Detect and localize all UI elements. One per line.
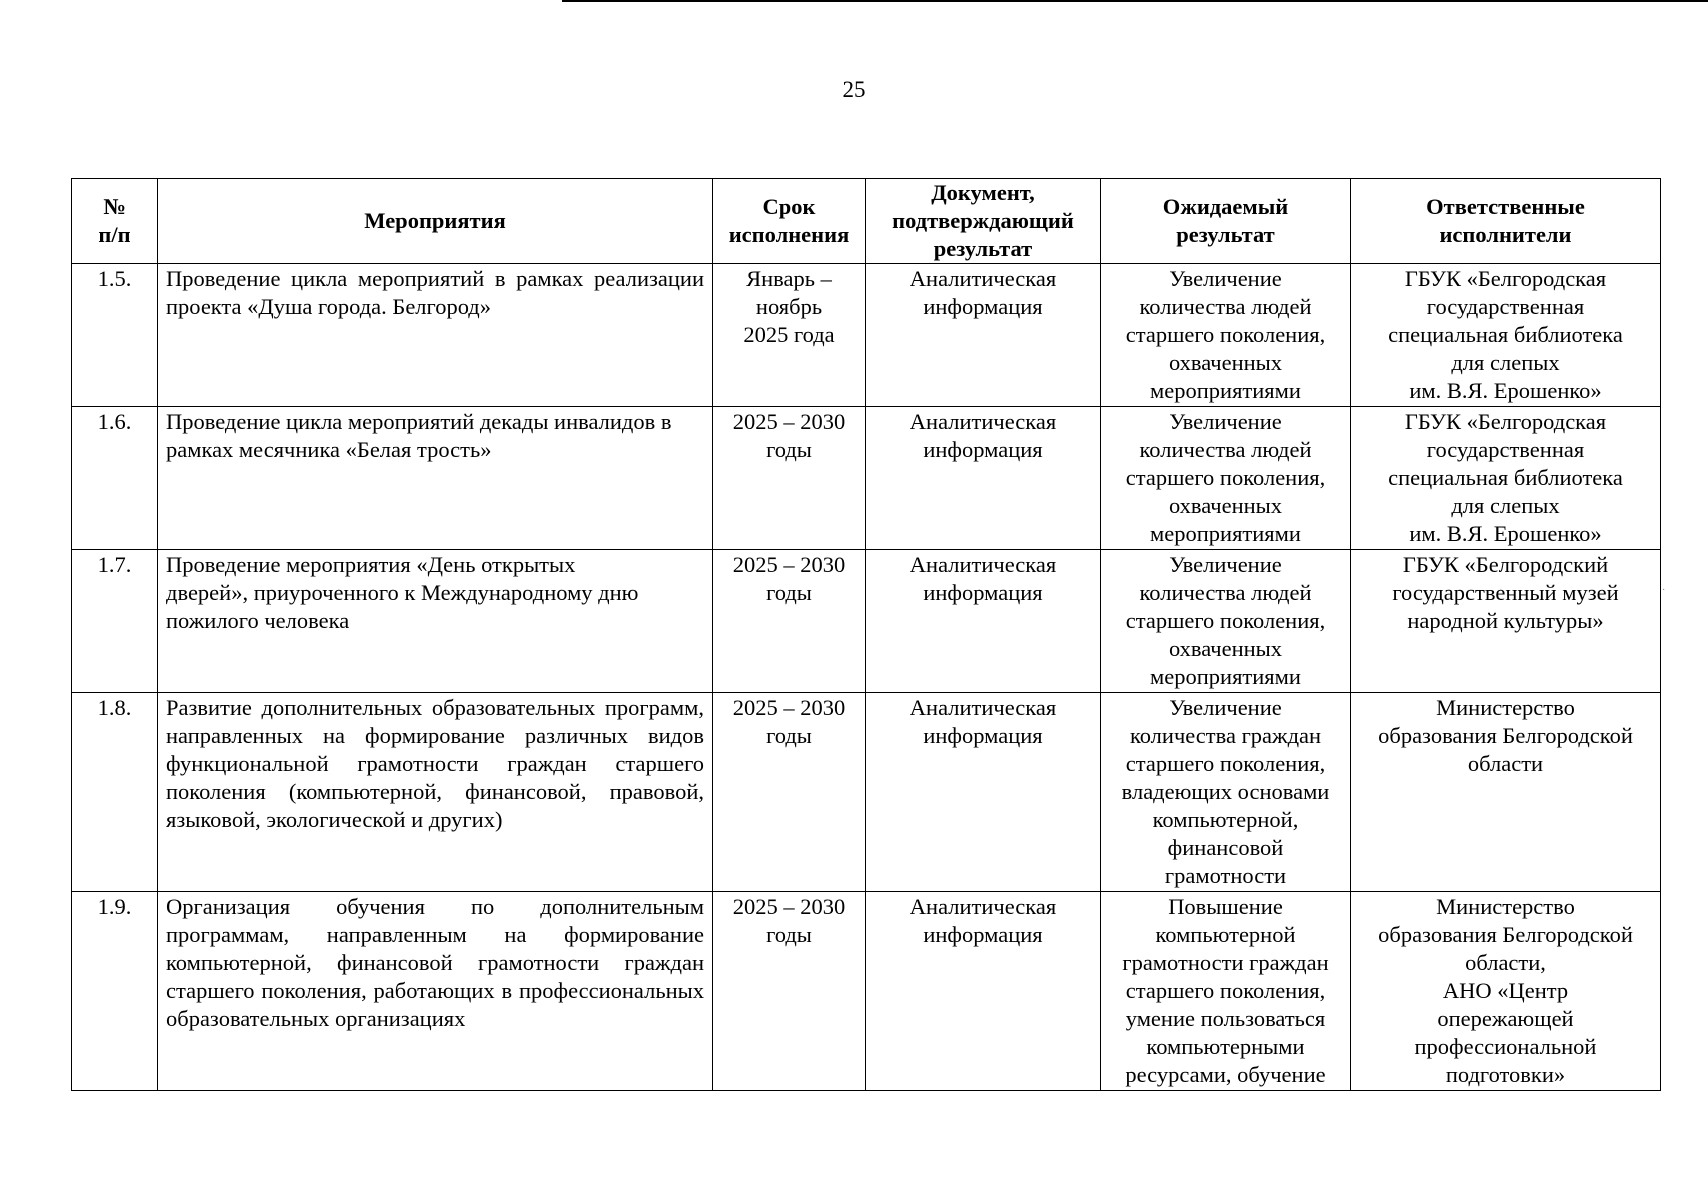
row-deadline: 2025 – 2030 годы (713, 693, 866, 892)
row-responsible: ГБУК «Белгородский государственный музей народной культуры» (1351, 550, 1661, 693)
header-number: № п/п (72, 179, 158, 264)
row-responsible: ГБУК «Белгородская государственная специальная библиотека для слепых им. В.Я. Ерошенко» (1351, 264, 1661, 407)
header-expected-result: Ожидаемый результат (1101, 179, 1351, 264)
table-row (72, 407, 1661, 550)
row-number: 1.6. (72, 407, 158, 550)
row-deadline: 2025 – 2030 годы (713, 407, 866, 550)
row-document: Аналитическая информация (866, 264, 1101, 407)
row-result: Увеличение количества граждан старшего поколения, владеющих основами компьютерной, финансовой грамотности (1101, 693, 1351, 892)
table-row (72, 550, 1661, 693)
row-number: 1.5. (72, 264, 158, 407)
row-document: Аналитическая информация (866, 550, 1101, 693)
row-result: Увеличение количества людей старшего поколения, охваченных мероприятиями (1101, 407, 1351, 550)
scan-speck: · (1662, 585, 1666, 596)
row-deadline: 2025 – 2030 годы (713, 892, 866, 1091)
row-responsible: Министерство образования Белгородской области, АНО «Центр опережающей профессиональной подготовки» (1351, 892, 1661, 1091)
table-header-row (72, 179, 1661, 264)
header-document: Документ, подтверждающий результат (866, 179, 1101, 264)
row-result: Повышение компьютерной грамотности граждан старшего поколения, умение пользоваться компьютерными ресурсами, обучение (1101, 892, 1351, 1091)
header-events: Мероприятия (158, 179, 713, 264)
top-border-line (562, 0, 1708, 2)
table-row (72, 892, 1661, 1091)
row-number: 1.8. (72, 693, 158, 892)
row-deadline: 2025 – 2030 годы (713, 550, 866, 693)
row-number: 1.9. (72, 892, 158, 1091)
row-event: Организация обучения по дополнительным программам, направленным на формирование компьютерной, финансовой грамотности граждан старшего поколения, работающих в профессиональных образовательных организациях (158, 892, 713, 1091)
row-number: 1.7. (72, 550, 158, 693)
page-number: 25 (842, 77, 866, 102)
row-responsible: Министерство образования Белгородской области (1351, 693, 1661, 892)
row-document: Аналитическая информация (866, 407, 1101, 550)
activities-table (71, 178, 1661, 1091)
row-event: Проведение цикла мероприятий декады инвалидов в рамках месячника «Белая трость» (158, 407, 713, 550)
row-result: Увеличение количества людей старшего поколения, охваченных мероприятиями (1101, 264, 1351, 407)
table-row (72, 693, 1661, 892)
row-event: Проведение цикла мероприятий в рамках реализации проекта «Душа города. Белгород» (158, 264, 713, 407)
header-deadline: Срок исполнения (713, 179, 866, 264)
header-responsible: Ответственные исполнители (1351, 179, 1661, 264)
row-document: Аналитическая информация (866, 892, 1101, 1091)
row-document: Аналитическая информация (866, 693, 1101, 892)
row-deadline: Январь – ноябрь 2025 года (713, 264, 866, 407)
table-row (72, 264, 1661, 407)
row-event: Проведение мероприятия «День открытых дверей», приуроченного к Международному дню пожилого человека (158, 550, 713, 693)
row-result: Увеличение количества людей старшего поколения, охваченных мероприятиями (1101, 550, 1351, 693)
row-event: Развитие дополнительных образовательных программ, направленных на формирование различных видов функциональной грамотности граждан старшего поколения (компьютерной, финансовой, правовой, языковой, экологической и других) (158, 693, 713, 892)
row-responsible: ГБУК «Белгородская государственная специальная библиотека для слепых им. В.Я. Ерошенко» (1351, 407, 1661, 550)
